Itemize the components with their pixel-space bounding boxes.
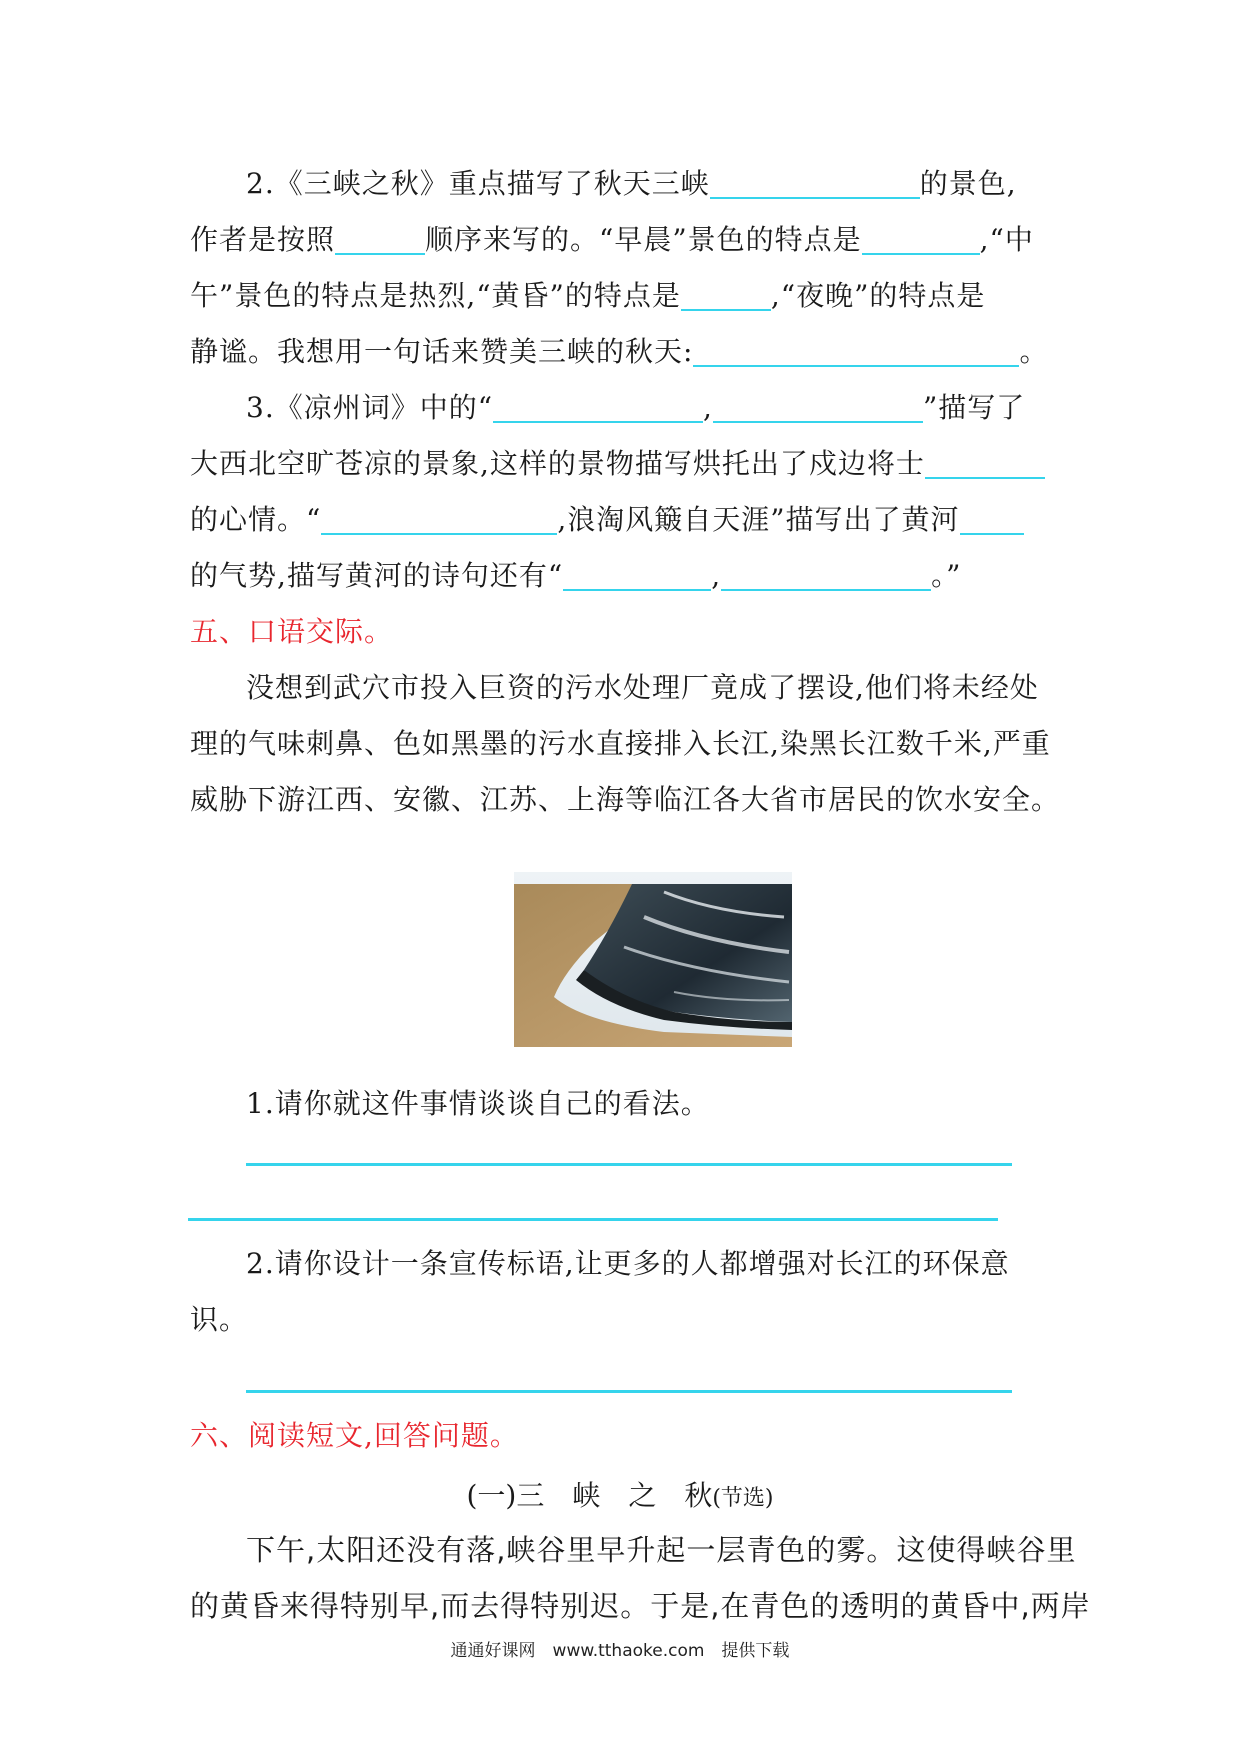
section-5-paragraph-line-2: 理的气味刺鼻、色如黑墨的污水直接排入长江,染黑长江数千米,严重 — [190, 727, 1051, 760]
q2-line-3 — [190, 268, 1060, 324]
q2-text-4a: 静谧。我想用一句话来赞美三峡的秋天: — [190, 335, 694, 368]
answer-blank[interactable] — [321, 499, 557, 535]
q3-text-4b: , — [711, 559, 722, 592]
answer-blank[interactable] — [960, 499, 1024, 535]
answer-blank[interactable] — [713, 387, 923, 423]
q2-line-1 — [246, 156, 1116, 212]
q3-text-4a: 的气势,描写黄河的诗句还有“ — [190, 559, 564, 592]
answer-blank[interactable] — [493, 387, 703, 423]
answer-blank[interactable] — [925, 443, 1045, 479]
q2-text-1b: 的景色, — [919, 167, 1017, 200]
q3-text-1b: , — [703, 391, 713, 424]
answer-blank[interactable] — [681, 275, 771, 311]
answer-blank[interactable] — [335, 219, 425, 255]
q3-text-2a: 大西北空旷苍凉的景象,这样的景物描写烘托出了戍边将士 — [190, 447, 925, 480]
answer-blank[interactable] — [862, 219, 980, 255]
passage-title-note: (节选) — [712, 1486, 774, 1511]
q2-text-4b: 。 — [1019, 335, 1049, 368]
passage-title-text: (一)三 峡 之 秋 — [466, 1479, 713, 1512]
q2-text-1a: 2.《三峡之秋》重点描写了秋天三峡 — [246, 167, 710, 200]
answer-line[interactable] — [246, 1163, 1012, 1166]
answer-blank[interactable] — [710, 163, 920, 199]
answer-blank[interactable] — [693, 331, 1019, 367]
answer-line[interactable] — [188, 1218, 998, 1221]
q2-text-2c: ,“中 — [979, 223, 1034, 256]
q2-text-3b: ,“夜晚”的特点是 — [770, 279, 986, 312]
q3-text-3a: 的心情。“ — [190, 503, 322, 536]
section-5-question-2-line-2: 识。 — [190, 1303, 249, 1336]
q3-line-2 — [190, 436, 1060, 492]
q3-line-1 — [246, 380, 1116, 436]
q3-line-3 — [190, 492, 1060, 548]
passage-line-2: 的黄昏来得特别早,而去得特别迟。于是,在青色的透明的黄昏中,两岸 — [190, 1589, 1091, 1623]
section-5-paragraph-line-1: 没想到武穴市投入巨资的污水处理厂竟成了摆设,他们将未经处 — [246, 671, 1039, 704]
q3-text-3b: ,浪淘风簸自天涯”描写出了黄河 — [557, 503, 960, 536]
q2-text-3a: 午”景色的特点是热烈,“黄昏”的特点是 — [190, 279, 681, 312]
answer-line[interactable] — [246, 1390, 1012, 1393]
q3-text-1c: ”描写了 — [922, 391, 1026, 424]
page-footer: 通通好课网 www.tthaoke.com 提供下载 — [450, 1641, 790, 1661]
q2-line-4 — [190, 324, 1060, 380]
q2-line-2 — [190, 212, 1060, 268]
section-5-heading: 五、口语交际。 — [190, 615, 394, 648]
passage-line-1: 下午,太阳还没有落,峡谷里早升起一层青色的雾。这使得峡谷里 — [246, 1533, 1077, 1567]
polluted-river-photo — [514, 872, 792, 1047]
section-5-question-1: 1.请你就这件事情谈谈自己的看法。 — [246, 1087, 710, 1120]
passage-title — [0, 1468, 1240, 1527]
q3-text-1a: 3.《凉州词》中的“ — [246, 391, 494, 424]
section-6-heading: 六、阅读短文,回答问题。 — [190, 1419, 519, 1452]
answer-blank[interactable] — [721, 555, 931, 591]
q2-text-2b: 顺序来写的。“早晨”景色的特点是 — [425, 223, 862, 256]
section-5-question-2-line-1: 2.请你设计一条宣传标语,让更多的人都增强对长江的环保意 — [246, 1247, 1010, 1280]
answer-blank[interactable] — [563, 555, 711, 591]
q3-text-4c: 。” — [931, 559, 962, 592]
q2-text-2a: 作者是按照 — [190, 223, 336, 256]
section-5-paragraph-line-3: 威胁下游江西、安徽、江苏、上海等临江各大省市居民的饮水安全。 — [190, 783, 1061, 816]
q3-line-4 — [190, 548, 1060, 604]
